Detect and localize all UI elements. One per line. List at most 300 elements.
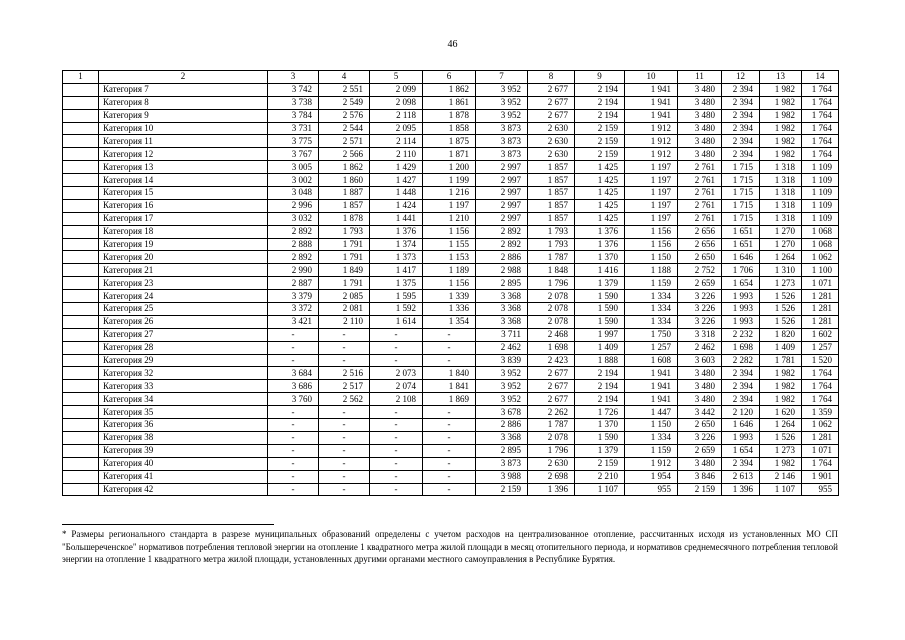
value-cell: 1 199 [423, 174, 476, 187]
table-row [63, 290, 839, 303]
value-cell: 2 394 [722, 148, 760, 161]
value-cell: 2 194 [575, 83, 625, 96]
value-cell: 2 078 [528, 303, 575, 316]
value-cell: 3 846 [678, 470, 722, 483]
row-number-cell [63, 277, 99, 290]
value-cell: 1 100 [802, 264, 839, 277]
value-cell: 1 997 [575, 328, 625, 341]
value-cell: 3 603 [678, 354, 722, 367]
value-cell: 2 210 [575, 470, 625, 483]
category-cell: Категория 14 [99, 174, 268, 187]
value-cell: 1 264 [760, 419, 802, 432]
table-row [63, 212, 839, 225]
category-cell: Категория 12 [99, 148, 268, 161]
column-header: 4 [319, 71, 370, 84]
value-cell: 2 630 [528, 148, 575, 161]
row-number-cell [63, 393, 99, 406]
value-cell: 2 074 [370, 380, 423, 393]
value-cell: 1 592 [370, 303, 423, 316]
row-number-cell [63, 431, 99, 444]
value-cell: 2 110 [370, 148, 423, 161]
value-cell: 1 370 [575, 251, 625, 264]
value-cell: 2 990 [268, 264, 319, 277]
value-cell: 2 232 [722, 328, 760, 341]
value-cell: 1 861 [423, 96, 476, 109]
value-cell: 1 982 [760, 380, 802, 393]
value-cell: 2 630 [528, 457, 575, 470]
value-cell: 2 562 [319, 393, 370, 406]
value-cell: 2 394 [722, 122, 760, 135]
value-cell: 1 857 [319, 199, 370, 212]
value-cell: 1 273 [760, 444, 802, 457]
value-cell: 3 839 [476, 354, 528, 367]
column-header: 1 [63, 71, 99, 84]
value-cell: 1 448 [370, 187, 423, 200]
value-cell: 3 372 [268, 303, 319, 316]
category-cell: Категория 38 [99, 431, 268, 444]
value-cell: 3 368 [476, 431, 528, 444]
value-cell: 2 650 [678, 251, 722, 264]
value-cell: 2 159 [575, 457, 625, 470]
table-row [63, 277, 839, 290]
value-cell: 2 656 [678, 225, 722, 238]
value-cell: 1 941 [625, 380, 678, 393]
value-cell: 1 526 [760, 303, 802, 316]
category-cell: Категория 16 [99, 199, 268, 212]
value-cell: - [423, 341, 476, 354]
value-cell: 3 048 [268, 187, 319, 200]
value-cell: 1 982 [760, 148, 802, 161]
value-cell: - [268, 328, 319, 341]
value-cell: 2 677 [528, 83, 575, 96]
value-cell: 2 888 [268, 238, 319, 251]
value-cell: 2 659 [678, 444, 722, 457]
value-cell: 1 857 [528, 161, 575, 174]
value-cell: 2 462 [678, 341, 722, 354]
value-cell: 2 078 [528, 431, 575, 444]
value-cell: - [319, 470, 370, 483]
value-cell: 2 892 [476, 238, 528, 251]
value-cell: 1 706 [722, 264, 760, 277]
value-cell: 1 764 [802, 109, 839, 122]
category-cell: Категория 39 [99, 444, 268, 457]
value-cell: 1 869 [423, 393, 476, 406]
value-cell: 1 764 [802, 135, 839, 148]
value-cell: 1 216 [423, 187, 476, 200]
value-cell: - [423, 444, 476, 457]
table-row [63, 315, 839, 328]
value-cell: 3 742 [268, 83, 319, 96]
value-cell: 1 257 [625, 341, 678, 354]
value-cell: 2 118 [370, 109, 423, 122]
footnote-separator [62, 524, 274, 525]
value-cell: 1 109 [802, 212, 839, 225]
value-cell: 1 871 [423, 148, 476, 161]
column-header: 9 [575, 71, 625, 84]
value-cell: 3 760 [268, 393, 319, 406]
value-cell: 1 715 [722, 199, 760, 212]
value-cell: 2 159 [575, 122, 625, 135]
category-cell: Категория 41 [99, 470, 268, 483]
value-cell: 1 107 [760, 483, 802, 496]
row-number-cell [63, 148, 99, 161]
value-cell: 1 334 [625, 290, 678, 303]
value-cell: 2 159 [575, 148, 625, 161]
value-cell: 1 425 [575, 174, 625, 187]
value-cell: 1 941 [625, 96, 678, 109]
value-cell: - [319, 328, 370, 341]
value-cell: 1 336 [423, 303, 476, 316]
value-cell: 2 895 [476, 277, 528, 290]
table-row [63, 431, 839, 444]
category-cell: Категория 28 [99, 341, 268, 354]
row-number-cell [63, 264, 99, 277]
value-cell: 1 787 [528, 419, 575, 432]
value-cell: 3 226 [678, 315, 722, 328]
value-cell: 1 715 [722, 161, 760, 174]
value-cell: - [423, 354, 476, 367]
value-cell: 1 334 [625, 431, 678, 444]
value-cell: - [423, 419, 476, 432]
value-cell: 1 912 [625, 148, 678, 161]
category-cell: Категория 25 [99, 303, 268, 316]
row-number-cell [63, 457, 99, 470]
value-cell: 1 982 [760, 96, 802, 109]
value-cell: - [268, 354, 319, 367]
value-cell: 2 997 [476, 174, 528, 187]
value-cell: 1 156 [625, 225, 678, 238]
value-cell: - [319, 457, 370, 470]
value-cell: - [423, 470, 476, 483]
value-cell: 1 281 [802, 431, 839, 444]
value-cell: 3 480 [678, 457, 722, 470]
value-cell: 1 417 [370, 264, 423, 277]
table-row [63, 187, 839, 200]
value-cell: 3 775 [268, 135, 319, 148]
table-row [63, 470, 839, 483]
value-cell: - [370, 457, 423, 470]
value-cell: 1 374 [370, 238, 423, 251]
value-cell: 1 281 [802, 303, 839, 316]
value-cell: 3 731 [268, 122, 319, 135]
value-cell: 1 848 [528, 264, 575, 277]
value-cell: 2 761 [678, 174, 722, 187]
category-cell: Категория 33 [99, 380, 268, 393]
value-cell: 2 659 [678, 277, 722, 290]
value-cell: 1 793 [528, 238, 575, 251]
value-cell: 1 857 [528, 199, 575, 212]
value-cell: - [370, 406, 423, 419]
value-cell: 3 318 [678, 328, 722, 341]
value-cell: 1 062 [802, 251, 839, 264]
value-cell: 3 711 [476, 328, 528, 341]
value-cell: 3 480 [678, 135, 722, 148]
table-row [63, 161, 839, 174]
value-cell: 1 526 [760, 290, 802, 303]
value-cell: 2 887 [268, 277, 319, 290]
value-cell: 2 282 [722, 354, 760, 367]
value-cell: 1 590 [575, 303, 625, 316]
value-cell: 1 993 [722, 303, 760, 316]
value-cell: 1 857 [528, 212, 575, 225]
value-cell: 1 595 [370, 290, 423, 303]
value-cell: 1 273 [760, 277, 802, 290]
category-cell: Категория 15 [99, 187, 268, 200]
table-row [63, 199, 839, 212]
value-cell: 1 520 [802, 354, 839, 367]
row-number-cell [63, 83, 99, 96]
value-cell: - [370, 341, 423, 354]
value-cell: 1 370 [575, 419, 625, 432]
value-cell: - [319, 483, 370, 496]
value-cell: 1 791 [319, 238, 370, 251]
value-cell: 3 988 [476, 470, 528, 483]
value-cell: 1 982 [760, 122, 802, 135]
value-cell: - [319, 341, 370, 354]
footnote: * Размеры регионального стандарта в разрезе муниципальных образований определены с учетом расходов на централизованное отопление, рассчитанных исходя из установленных МО СП "Большереченское" нормативов потребления тепловой энергии на отопление 1 квадратного метра жилой площади в месяц отопительного периода, и нормативов среднемесячного потребления тепловой энергии на отопление 1 квадратного метра жилой площади, установленных другими органами местного самоуправления в Республике Бурятия. [62, 529, 838, 564]
row-number-cell [63, 225, 99, 238]
value-cell: 2 078 [528, 315, 575, 328]
value-cell: 1 787 [528, 251, 575, 264]
value-cell: - [268, 419, 319, 432]
value-cell: 2 159 [575, 135, 625, 148]
value-cell: 1 764 [802, 380, 839, 393]
value-cell: 1 793 [528, 225, 575, 238]
category-cell: Категория 17 [99, 212, 268, 225]
column-header: 10 [625, 71, 678, 84]
value-cell: 1 359 [802, 406, 839, 419]
value-cell: 1 156 [423, 225, 476, 238]
value-cell: 3 767 [268, 148, 319, 161]
value-cell: 1 993 [722, 315, 760, 328]
value-cell: 2 677 [528, 109, 575, 122]
value-cell: 3 952 [476, 393, 528, 406]
value-cell: 1 376 [370, 225, 423, 238]
row-number-cell [63, 109, 99, 122]
value-cell: 1 715 [722, 212, 760, 225]
table-row [63, 444, 839, 457]
value-cell: 2 110 [319, 315, 370, 328]
value-cell: 1 941 [625, 83, 678, 96]
value-cell: 1 993 [722, 290, 760, 303]
value-cell: 1 764 [802, 83, 839, 96]
value-cell: 1 590 [575, 431, 625, 444]
value-cell: - [268, 457, 319, 470]
value-cell: 1 878 [319, 212, 370, 225]
value-cell: 2 892 [268, 251, 319, 264]
value-cell: 2 892 [268, 225, 319, 238]
value-cell: 1 068 [802, 238, 839, 251]
value-cell: 1 791 [319, 277, 370, 290]
category-cell: Категория 10 [99, 122, 268, 135]
value-cell: 1 429 [370, 161, 423, 174]
value-cell: - [370, 419, 423, 432]
value-cell: 1 159 [625, 277, 678, 290]
value-cell: 1 526 [760, 431, 802, 444]
value-cell: 2 761 [678, 161, 722, 174]
value-cell: 1 982 [760, 135, 802, 148]
value-cell: 2 394 [722, 393, 760, 406]
table-row [63, 303, 839, 316]
value-cell: 1 602 [802, 328, 839, 341]
value-cell: 3 002 [268, 174, 319, 187]
value-cell: 1 715 [722, 187, 760, 200]
column-header: 6 [423, 71, 476, 84]
value-cell: 3 226 [678, 290, 722, 303]
value-cell: 3 368 [476, 315, 528, 328]
value-cell: 1 150 [625, 419, 678, 432]
value-cell: 3 952 [476, 380, 528, 393]
value-cell: 1 820 [760, 328, 802, 341]
value-cell: 3 873 [476, 122, 528, 135]
table-row [63, 238, 839, 251]
value-cell: 1 109 [802, 161, 839, 174]
value-cell: 2 551 [319, 83, 370, 96]
value-cell: 1 912 [625, 457, 678, 470]
value-cell: 3 873 [476, 148, 528, 161]
value-cell: 3 368 [476, 303, 528, 316]
value-cell: 1 376 [575, 225, 625, 238]
value-cell: 2 146 [760, 470, 802, 483]
value-cell: 1 425 [575, 212, 625, 225]
value-cell: 2 194 [575, 393, 625, 406]
value-cell: 1 150 [625, 251, 678, 264]
value-cell: 3 421 [268, 315, 319, 328]
row-number-cell [63, 290, 99, 303]
value-cell: 1 281 [802, 290, 839, 303]
value-cell: 2 423 [528, 354, 575, 367]
value-cell: - [370, 444, 423, 457]
value-cell: 2 761 [678, 199, 722, 212]
value-cell: 2 630 [528, 135, 575, 148]
value-cell: 1 764 [802, 457, 839, 470]
value-cell: 1 257 [802, 341, 839, 354]
category-cell: Категория 42 [99, 483, 268, 496]
data-table [62, 70, 839, 496]
value-cell: 2 516 [319, 367, 370, 380]
value-cell: 1 424 [370, 199, 423, 212]
value-cell: 3 480 [678, 96, 722, 109]
column-header: 3 [268, 71, 319, 84]
value-cell: 2 114 [370, 135, 423, 148]
row-number-cell [63, 444, 99, 457]
value-cell: 2 394 [722, 457, 760, 470]
table-row [63, 457, 839, 470]
value-cell: 1 188 [625, 264, 678, 277]
value-cell: 1 427 [370, 174, 423, 187]
value-cell: 3 678 [476, 406, 528, 419]
value-cell: 1 840 [423, 367, 476, 380]
value-cell: 1 318 [760, 212, 802, 225]
value-cell: 1 281 [802, 315, 839, 328]
value-cell: 1 354 [423, 315, 476, 328]
value-cell: 2 892 [476, 225, 528, 238]
row-number-cell [63, 187, 99, 200]
table-row [63, 174, 839, 187]
table-row [63, 122, 839, 135]
value-cell: 1 764 [802, 148, 839, 161]
column-header: 2 [99, 71, 268, 84]
value-cell: 2 098 [370, 96, 423, 109]
table-row [63, 341, 839, 354]
category-cell: Категория 7 [99, 83, 268, 96]
value-cell: - [370, 470, 423, 483]
value-cell: 1 109 [802, 187, 839, 200]
value-cell: 1 887 [319, 187, 370, 200]
value-cell: 1 155 [423, 238, 476, 251]
value-cell: 2 996 [268, 199, 319, 212]
value-cell: 3 684 [268, 367, 319, 380]
value-cell: 1 062 [802, 419, 839, 432]
column-header: 7 [476, 71, 528, 84]
value-cell: 1 109 [802, 174, 839, 187]
value-cell: 1 379 [575, 444, 625, 457]
value-cell: 3 873 [476, 457, 528, 470]
value-cell: 2 997 [476, 187, 528, 200]
row-number-cell [63, 212, 99, 225]
value-cell: 955 [625, 483, 678, 496]
category-cell: Категория 34 [99, 393, 268, 406]
value-cell: 1 941 [625, 109, 678, 122]
value-cell: 2 630 [528, 122, 575, 135]
value-cell: 1 793 [319, 225, 370, 238]
row-number-cell [63, 315, 99, 328]
row-number-cell [63, 174, 99, 187]
row-number-cell [63, 483, 99, 496]
value-cell: 1 608 [625, 354, 678, 367]
value-cell: 1 875 [423, 135, 476, 148]
value-cell: - [370, 483, 423, 496]
value-cell: 1 764 [802, 367, 839, 380]
value-cell: 2 194 [575, 109, 625, 122]
table-row [63, 135, 839, 148]
row-number-cell [63, 380, 99, 393]
value-cell: 2 108 [370, 393, 423, 406]
value-cell: - [423, 431, 476, 444]
value-cell: 2 159 [476, 483, 528, 496]
table-row [63, 483, 839, 496]
value-cell: 1 620 [760, 406, 802, 419]
value-cell: 1 698 [722, 341, 760, 354]
value-cell: 1 375 [370, 277, 423, 290]
value-cell: 1 993 [722, 431, 760, 444]
category-cell: Категория 29 [99, 354, 268, 367]
value-cell: 1 941 [625, 393, 678, 406]
page-number: 46 [447, 39, 458, 50]
value-cell: - [319, 431, 370, 444]
value-cell: 1 153 [423, 251, 476, 264]
category-cell: Категория 19 [99, 238, 268, 251]
value-cell: 1 156 [423, 277, 476, 290]
column-header: 8 [528, 71, 575, 84]
value-cell: 1 841 [423, 380, 476, 393]
value-cell: 3 226 [678, 431, 722, 444]
value-cell: 1 071 [802, 277, 839, 290]
value-cell: 3 005 [268, 161, 319, 174]
value-cell: - [370, 431, 423, 444]
value-cell: 1 107 [575, 483, 625, 496]
value-cell: 2 677 [528, 96, 575, 109]
value-cell: 3 686 [268, 380, 319, 393]
value-cell: 1 849 [319, 264, 370, 277]
value-cell: 2 462 [476, 341, 528, 354]
value-cell: 1 862 [423, 83, 476, 96]
value-cell: 1 379 [575, 277, 625, 290]
value-cell: 2 394 [722, 96, 760, 109]
value-cell: - [370, 354, 423, 367]
value-cell: 3 738 [268, 96, 319, 109]
table-row [63, 83, 839, 96]
